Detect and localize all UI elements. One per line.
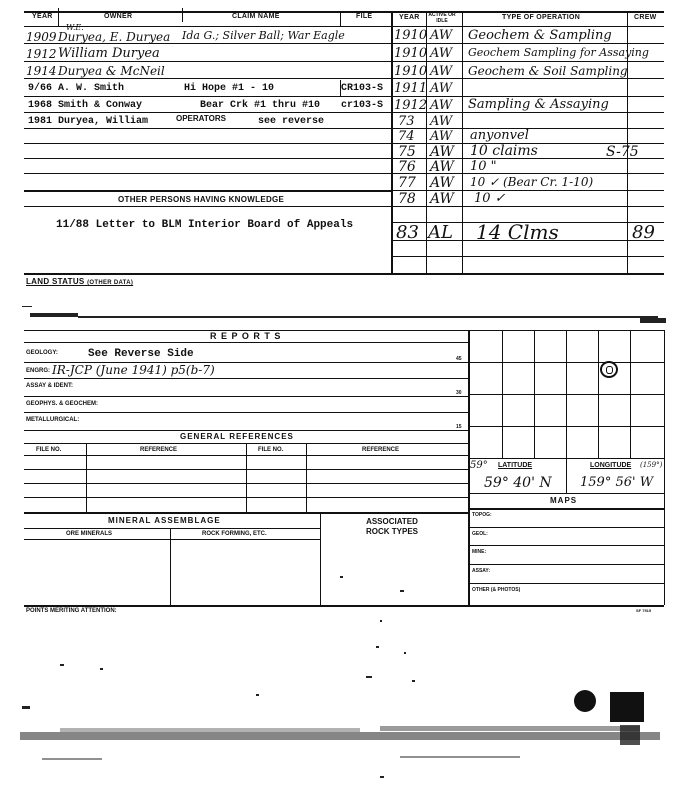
owner-year: 1912 xyxy=(26,47,57,61)
longitude-label: LONGITUDE xyxy=(590,462,632,469)
latitude-value: 59° 40' N xyxy=(484,475,552,491)
col-year-header: YEAR xyxy=(32,13,53,20)
op-status: AW xyxy=(430,64,453,79)
op-status: AW xyxy=(430,144,454,160)
op-status: AW xyxy=(430,159,454,175)
latitude-prefix: 59° xyxy=(470,460,488,471)
op-type: anyonvel xyxy=(470,128,529,143)
op-year: 73 xyxy=(398,114,415,129)
op-year: 1910 xyxy=(394,46,428,61)
land-status-label xyxy=(26,277,133,286)
op-type: Sampling & Assaying xyxy=(468,97,609,112)
file-no: CR103-S xyxy=(341,83,384,94)
other-persons-entry: 11/88 Letter to BLM Interior Board of Appeals xyxy=(56,219,354,231)
op-year: 1911 xyxy=(394,81,428,96)
owner-name: A. W. Smith xyxy=(58,83,125,94)
op-status: AW xyxy=(430,46,453,61)
owner-name: Duryea, E. Duryea xyxy=(58,30,171,44)
op-status: AW xyxy=(430,175,454,191)
longitude-value: 159° 56' W xyxy=(580,475,654,490)
longitude-prefix: (159°) xyxy=(640,461,663,469)
ore-minerals-label: ORE MINERALS xyxy=(66,531,113,537)
general-references-title: GENERAL REFERENCES xyxy=(180,432,294,441)
scale-15: 15 xyxy=(456,424,462,430)
metallurgical-label: METALLURGICAL: xyxy=(26,417,80,423)
col-reference2: REFERENCE xyxy=(362,447,400,453)
geophys-label: GEOPHYS. & GEOCHEM: xyxy=(26,401,99,407)
col-file-no2: FILE NO. xyxy=(258,447,284,453)
col-file-no: FILE NO. xyxy=(36,447,62,453)
geology-value: See Reverse Side xyxy=(88,348,194,360)
maps-assay: ASSAY: xyxy=(472,568,491,574)
op-status: AW xyxy=(430,129,453,144)
op-status: AW xyxy=(430,28,453,43)
engrg-value: IR-JCP (June 1941) p5(b-7) xyxy=(52,363,215,377)
col-reference: REFERENCE xyxy=(140,447,178,453)
col-claim-header: CLAIM NAME xyxy=(232,13,280,20)
owner-year: 1981 xyxy=(28,116,53,127)
col-active-header: ACTIVE OR IDLE xyxy=(428,12,456,24)
operators-label: OPERATORS xyxy=(176,114,226,123)
points-label: POINTS MERITING ATTENTION: xyxy=(26,608,117,614)
owner-name: Smith & Conway xyxy=(58,100,143,111)
owner-name: William Duryea xyxy=(58,46,160,61)
maps-title: MAPS xyxy=(550,496,578,505)
op-year: 74 xyxy=(398,129,415,144)
col-year2-header: YEAR xyxy=(399,14,420,21)
op-year: 83 xyxy=(396,222,419,243)
op-year: 1910 xyxy=(394,64,428,79)
col-type-header: TYPE OF OPERATION xyxy=(502,14,581,21)
op-type: 10 ✓ xyxy=(474,191,506,206)
op-status: AW xyxy=(430,98,453,113)
op-status: AW xyxy=(430,191,454,207)
latitude-label: LATITUDE xyxy=(498,462,533,469)
filled-square-mark xyxy=(610,692,644,722)
col-file-header: FILE xyxy=(356,13,373,20)
owner-year: 9/66 xyxy=(28,83,53,94)
owner-annotation: W.E. xyxy=(66,23,84,32)
owner-name: Duryea, William xyxy=(58,116,149,127)
associated-rock-label: ASSOCIATED ROCK TYPES xyxy=(365,517,418,536)
claim-name: Bear Crk #1 thru #10 xyxy=(200,100,321,111)
op-year: 76 xyxy=(398,159,416,175)
maps-mine: MINE: xyxy=(472,549,487,555)
op-status: AW xyxy=(430,114,453,129)
op-type: 10 claims xyxy=(470,143,538,159)
assay-label: ASSAY & IDENT: xyxy=(26,383,74,389)
claim-name: Ida G.; Silver Ball; War Eagle xyxy=(182,29,345,42)
form-number: SF 7515 xyxy=(636,608,652,613)
reports-title: R E P O R T S xyxy=(210,331,282,341)
engrg-label: ENGRG: xyxy=(26,368,50,374)
geology-label: GEOLOGY: xyxy=(26,350,58,356)
op-year: 1910 xyxy=(394,28,428,43)
op-type: Geochem & Soil Sampling xyxy=(468,64,628,78)
claim-name: Hi Hope #1 - 10 xyxy=(184,83,275,94)
op-type: 10 ✓ (Bear Cr. 1-10) xyxy=(470,175,594,189)
owner-year: 1909 xyxy=(26,30,57,44)
op-year: 78 xyxy=(398,191,416,207)
file-no: cr103-S xyxy=(341,100,384,111)
maps-topog: TOPOG: xyxy=(472,512,492,518)
op-year: 77 xyxy=(398,175,416,191)
col-crew-header: CREW xyxy=(634,14,657,21)
owner-year: 1914 xyxy=(26,64,57,78)
col-owner-header: OWNER xyxy=(104,13,133,20)
op-crew: 89 xyxy=(632,222,655,243)
op-type: 14 Clms xyxy=(476,220,559,244)
scale-30: 30 xyxy=(456,390,462,396)
op-type: Geochem & Sampling xyxy=(468,28,612,43)
owner-year: 1968 xyxy=(28,100,53,111)
op-status: AL xyxy=(428,222,453,243)
owner-name: Duryea & McNeil xyxy=(58,64,165,78)
maps-other: OTHER (& PHOTOS) xyxy=(472,587,521,593)
op-crew: S-75 xyxy=(606,144,639,160)
land-status-sub: (OTHER DATA) xyxy=(87,280,134,286)
claim-name: see reverse xyxy=(258,116,325,127)
other-persons-label: OTHER PERSONS HAVING KNOWLEDGE xyxy=(118,195,285,204)
op-type: Geochem Sampling for Assaying xyxy=(468,46,649,59)
op-status: AW xyxy=(430,81,453,96)
op-year: 75 xyxy=(398,144,416,160)
location-marker xyxy=(600,361,618,378)
scale-45: 45 xyxy=(456,356,462,362)
filled-circle-mark xyxy=(574,690,596,712)
land-status-title: LAND STATUS xyxy=(26,277,85,286)
op-type: 10 " xyxy=(470,159,497,174)
mineral-title: MINERAL ASSEMBLAGE xyxy=(108,516,221,525)
maps-geol: GEOL: xyxy=(472,531,488,537)
op-year: 1912 xyxy=(394,98,428,113)
rock-forming-label: ROCK FORMING, ETC. xyxy=(202,531,267,537)
